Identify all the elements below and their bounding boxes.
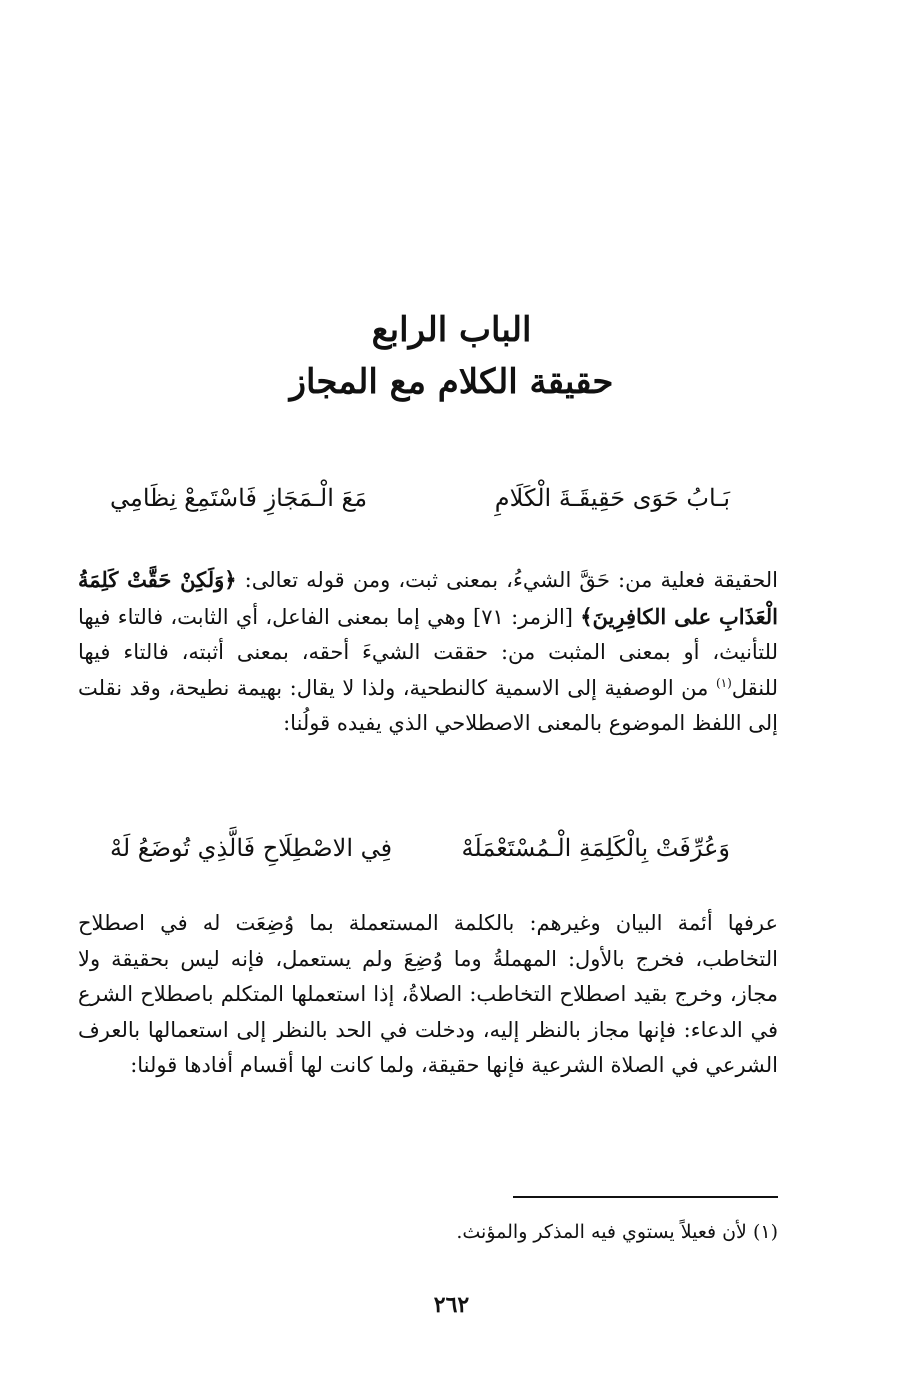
chapter-title: حقيقة الكلام مع المجاز — [289, 362, 614, 402]
verse-second-hemistich: مَعَ الْـمَجَازِ فَاسْتَمِعْ نِظَامِي — [110, 484, 368, 512]
paragraph-text: [الزمر: ٧١] وهي إما بمعنى الفاعل، أي الثابت، فالتاء فيها للتأنيث، أو بمعنى المثبت من: حققت الشيءَ أحقه، بمعنى أثبته، فالتاء فيها للنقل — [78, 604, 778, 700]
quran-quote: ﴿وَلَكِنْ حَقَّتْ كَلِمَةُ الْعَذَابِ على الكافِرِينَ﴾ — [78, 567, 778, 629]
verse-first-hemistich: بَـابُ حَوَى حَقِيقَـةَ الْكَلَامِ — [494, 484, 730, 512]
footnote-text: لأن فعيلاً يستوي فيه المذكر والمؤنث. — [456, 1221, 753, 1243]
body-paragraph — [78, 562, 778, 742]
chapter-header — [0, 305, 903, 409]
footnote-divider — [513, 1196, 778, 1198]
chapter-number: الباب الرابع — [371, 310, 532, 350]
verse-first-hemistich: وَعُرِّفَتْ بِالْكَلِمَةِ الْـمُسْتَعْمَلَهْ — [461, 834, 730, 862]
footnote-reference: (١) — [715, 675, 732, 690]
footnote-number: (١) — [752, 1221, 778, 1243]
footnote — [456, 1218, 778, 1246]
verse-line — [110, 478, 730, 518]
body-paragraph: عرفها أئمة البيان وغيرهم: بالكلمة المستعملة بما وُضِعَت له في اصطلاح التخاطب، فخرج بالأول: المهملةُ وما وُضِعَ ولم يستعمل، فإنه ليس بحقيقة ولا مجاز، وخرج بقيد اصطلاح التخاطب: الصلاةُ، إذا استعملها المتكلم باصطلاح الشرع في الدعاء: فإنها مجاز بالنظر إليه، ودخلت في الحد بالنظر إلى استعمالها بالعرف الشرعي في الصلاة الشرعية فإنها حقيقة، ولما كانت لها أقسام أفادها قولنا: — [78, 911, 778, 1077]
verse-line — [110, 828, 730, 868]
verse-second-hemistich: فِي الاصْطِلَاحِ فَالَّذِي تُوضَعُ لَهْ — [110, 834, 393, 862]
page-number: ٢٦٢ — [433, 1292, 470, 1318]
paragraph-text: من الوصفية إلى الاسمية كالنطحية، ولذا لا يقال: بهيمة نطيحة، وقد نقلت إلى اللفظ الموضوع بالمعنى الاصطلاحي الذي يفيده قولُنا: — [78, 675, 778, 735]
paragraph-intro: الحقيقة فعلية من: حَقَّ الشيءُ، بمعنى ثبت، ومن قوله تعالى: — [236, 568, 778, 592]
